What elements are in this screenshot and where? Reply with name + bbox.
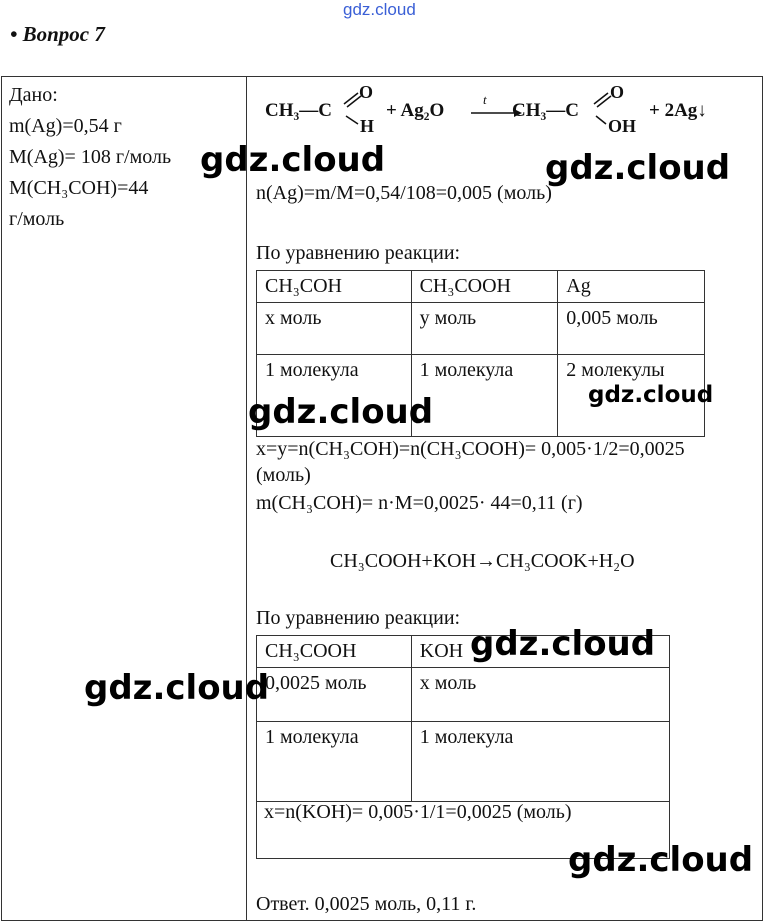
calc-koh: x=n(KOH)= 0,005·1/1=0,0025 (моль) xyxy=(264,801,572,823)
table-cell: 0,0025 моль xyxy=(257,668,412,722)
calc-x-y-unit: (моль) xyxy=(256,464,311,486)
reaction-equation-1 xyxy=(262,82,732,142)
given-line: г/моль xyxy=(9,208,65,230)
table-row xyxy=(257,668,670,722)
watermark: gdz.cloud xyxy=(588,382,714,408)
by-equation-label-1: По уравнению реакции: xyxy=(256,242,461,264)
calc-n-ag: n(Ag)=m/M=0,54/108=0,005 (моль) xyxy=(256,182,552,204)
watermark: gdz.cloud xyxy=(84,668,270,708)
given-line: M(Ag)= 108 г/моль xyxy=(9,146,172,168)
table-cell: 0,005 моль xyxy=(558,303,705,355)
table-cell: Ag xyxy=(558,271,705,303)
table-cell: 1 молекула xyxy=(411,355,558,437)
table-cell: x моль xyxy=(411,668,669,722)
watermark: gdz.cloud xyxy=(545,148,731,188)
acid-hydroxyl: OH xyxy=(608,116,637,136)
table-cell: 2 молекулы xyxy=(558,355,705,437)
column-divider xyxy=(246,76,247,921)
table-cell: 1 молекула xyxy=(257,355,412,437)
table-cell: 1 молекула xyxy=(411,722,669,802)
acid-oxygen: O xyxy=(610,82,625,102)
table-row xyxy=(257,271,705,303)
watermark: gdz.cloud xyxy=(470,624,656,664)
calc-mass-aldehyde: m(CH₃COH)= n·M=0,0025· 44=0,11 (г) xyxy=(256,492,583,514)
table-cell: KOH xyxy=(411,636,669,668)
table-cell: CH₃COH xyxy=(257,271,412,303)
silver-product: + 2Ag↓ xyxy=(649,100,707,121)
table-cell: x моль xyxy=(257,303,412,355)
table-cell: CH₃COOH xyxy=(411,271,558,303)
aldehyde-hydrogen: H xyxy=(360,116,375,136)
product-acid: CH₃—C xyxy=(512,100,579,121)
table-cell: CH₃COOH xyxy=(257,636,412,668)
calc-x-y: x=y=n(CH₃COH)=n(CH₃COOH)= 0,005·1/2=0,0025 xyxy=(256,438,685,460)
aldehyde-oxygen: O xyxy=(359,82,374,102)
given-line: M(CH₃COH)=44 xyxy=(9,177,149,199)
silver-oxide: + Ag₂O xyxy=(386,100,445,121)
table-cell: y моль xyxy=(411,303,558,355)
watermark: gdz.cloud xyxy=(200,140,386,180)
given-label: Дано: xyxy=(9,84,58,106)
given-block xyxy=(9,80,171,235)
question-title: • Вопрос 7 xyxy=(10,22,105,46)
given-line: m(Ag)=0,54 г xyxy=(9,115,122,137)
by-equation-label-2: По уравнению реакции: xyxy=(256,607,461,629)
table-row xyxy=(257,303,705,355)
table-row xyxy=(257,722,670,802)
heat-label: t xyxy=(483,92,487,107)
reactant-aldehyde: CH₃—C xyxy=(265,100,332,121)
table-cell: 1 молекула xyxy=(257,722,412,802)
answer: Ответ. 0,0025 моль, 0,11 г. xyxy=(256,893,477,915)
watermark: gdz.cloud xyxy=(248,392,434,432)
reaction-equation-2: CH₃COOH+KOH→CH₃COOK+H₂O xyxy=(330,550,635,572)
watermark: gdz.cloud xyxy=(568,840,754,880)
top-watermark: gdz.cloud xyxy=(343,0,416,19)
